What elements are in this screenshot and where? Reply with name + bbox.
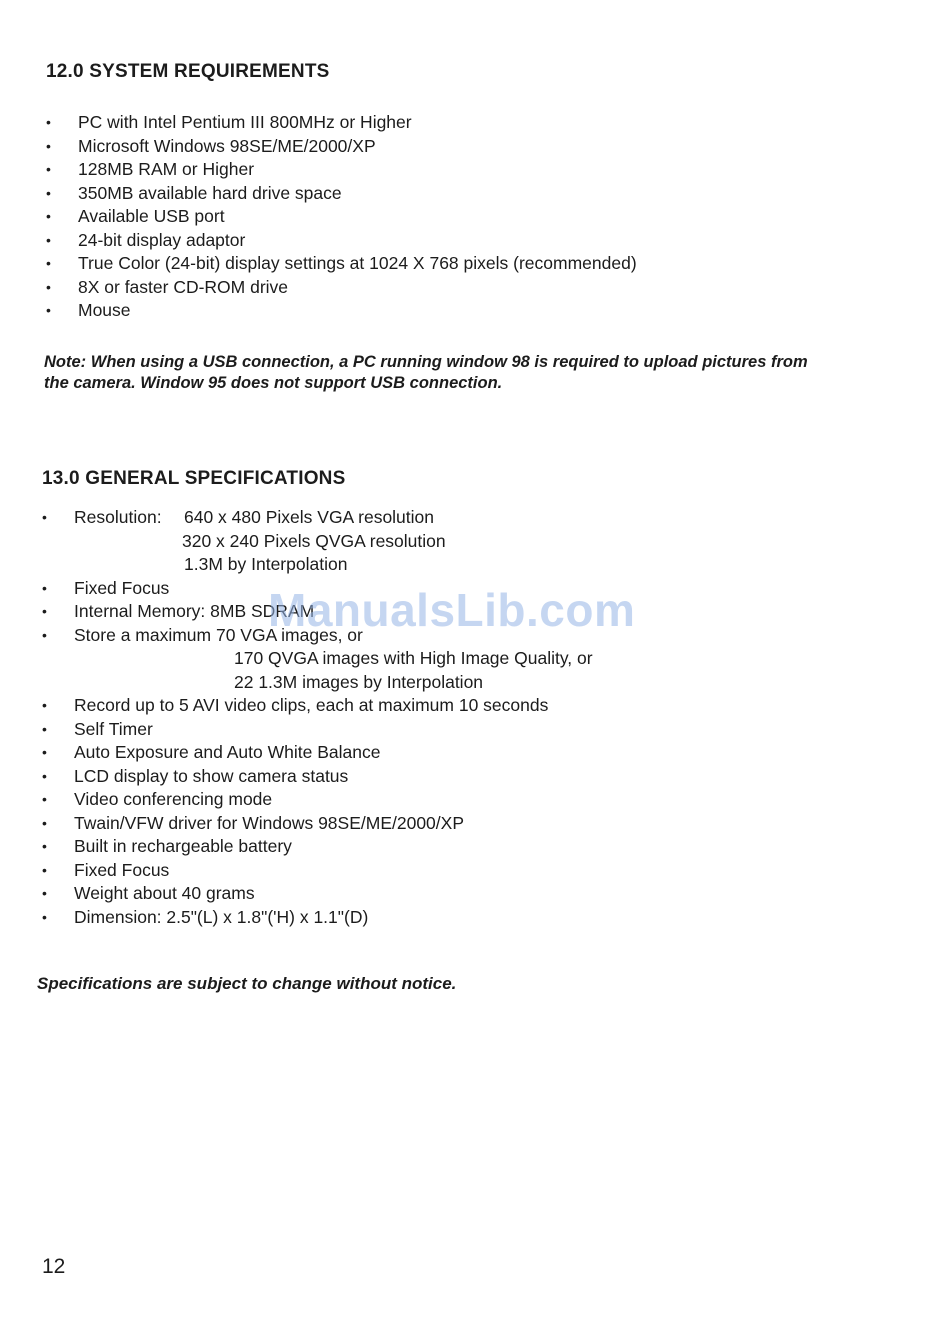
general-specifications-list [42,506,593,929]
bullet: • [42,838,47,854]
resolution-line-3: 1.3M by Interpolation [184,554,348,574]
list-item: • True Color (24-bit) display settings at 1024 X 768 pixels (recommended) [78,252,637,276]
list-item: • Fixed Focus [74,577,593,601]
list-item: • Built in rechargeable battery [74,835,593,859]
list-item: • Fixed Focus [74,859,593,883]
bullet: • [46,231,51,248]
bullet: • [46,208,51,224]
list-item: • Mouse [78,299,637,323]
bullet: • [46,255,51,271]
resolution-line-2: 320 x 240 Pixels QVGA resolution [182,530,446,551]
store-line-2: 170 QVGA images with High Image Quality, or [234,648,593,668]
list-item: • LCD display to show camera status [74,765,593,789]
list-item: • PC with Intel Pentium III 800MHz or Higher [78,111,637,135]
page-number: 12 [42,1255,66,1278]
list-item: • 350MB available hard drive space [78,182,637,206]
list-item: • Dimension: 2.5"(L) x 1.8"('H) x 1.1"(D) [74,906,593,930]
system-requirements-heading: 12.0 SYSTEM REQUIREMENTS [46,61,330,82]
list-item: • Self Timer [74,718,593,742]
bullet: • [42,744,47,760]
list-item: • Auto Exposure and Auto White Balance [74,741,593,765]
usb-note-line-1: Note: When using a USB connection, a PC running window 98 is required to upload pictures from [44,353,808,371]
resolution-line-1: 640 x 480 Pixels VGA resolution [184,507,435,527]
bullet: • [42,814,47,831]
bullet: • [46,184,51,201]
list-item: • 128MB RAM or Higher [78,158,637,182]
list-item: • Internal Memory: 8MB SDRAM [74,600,593,624]
bullet: • [42,697,47,713]
list-item: • Available USB port [78,205,637,229]
general-specifications-heading: 13.0 GENERAL SPECIFICATIONS [42,468,346,489]
list-item-resolution [42,506,593,530]
bullet: • [46,114,51,130]
bullet: • [46,302,51,318]
list-item-store-cont [74,647,593,671]
list-item-resolution-cont [74,530,593,554]
bullet: • [46,278,51,295]
list-item: • 8X or faster CD-ROM drive [78,276,637,300]
system-requirements-list [46,111,637,323]
bullet: • [42,767,47,784]
list-item: • Weight about 40 grams [74,882,593,906]
bullet: • [42,861,47,878]
list-item-store: • Store a maximum 70 VGA images, or [74,624,593,648]
bullet: • [42,603,47,619]
bullet: • [42,626,47,643]
usb-note [44,352,808,394]
list-item: • 24-bit display adaptor [78,229,637,253]
list-item-store-cont [74,671,593,695]
bullet: • [46,137,51,154]
bullet: • [46,161,51,177]
disclaimer: Specifications are subject to change without notice. [37,974,457,993]
store-line-3: 22 1.3M images by Interpolation [234,671,484,692]
bullet: • [42,908,47,925]
list-item: • Twain/VFW driver for Windows 98SE/ME/2000/XP [74,812,593,836]
bullet: • [42,579,47,596]
list-item: • Microsoft Windows 98SE/ME/2000/XP [78,135,637,159]
usb-note-line-2: the camera. Window 95 does not support USB connection. [44,374,503,392]
bullet: • [42,509,47,525]
bullet: • [42,791,47,807]
resolution-label: Resolution: [74,507,162,527]
bullet: • [42,885,47,901]
bullet: • [42,720,47,737]
manualslib-watermark: ManualsLib.com [268,584,636,636]
resolution-values [184,506,434,530]
list-item-resolution-cont [74,553,593,577]
list-item: • Video conferencing mode [74,788,593,812]
list-item: • Record up to 5 AVI video clips, each at maximum 10 seconds [74,694,593,718]
